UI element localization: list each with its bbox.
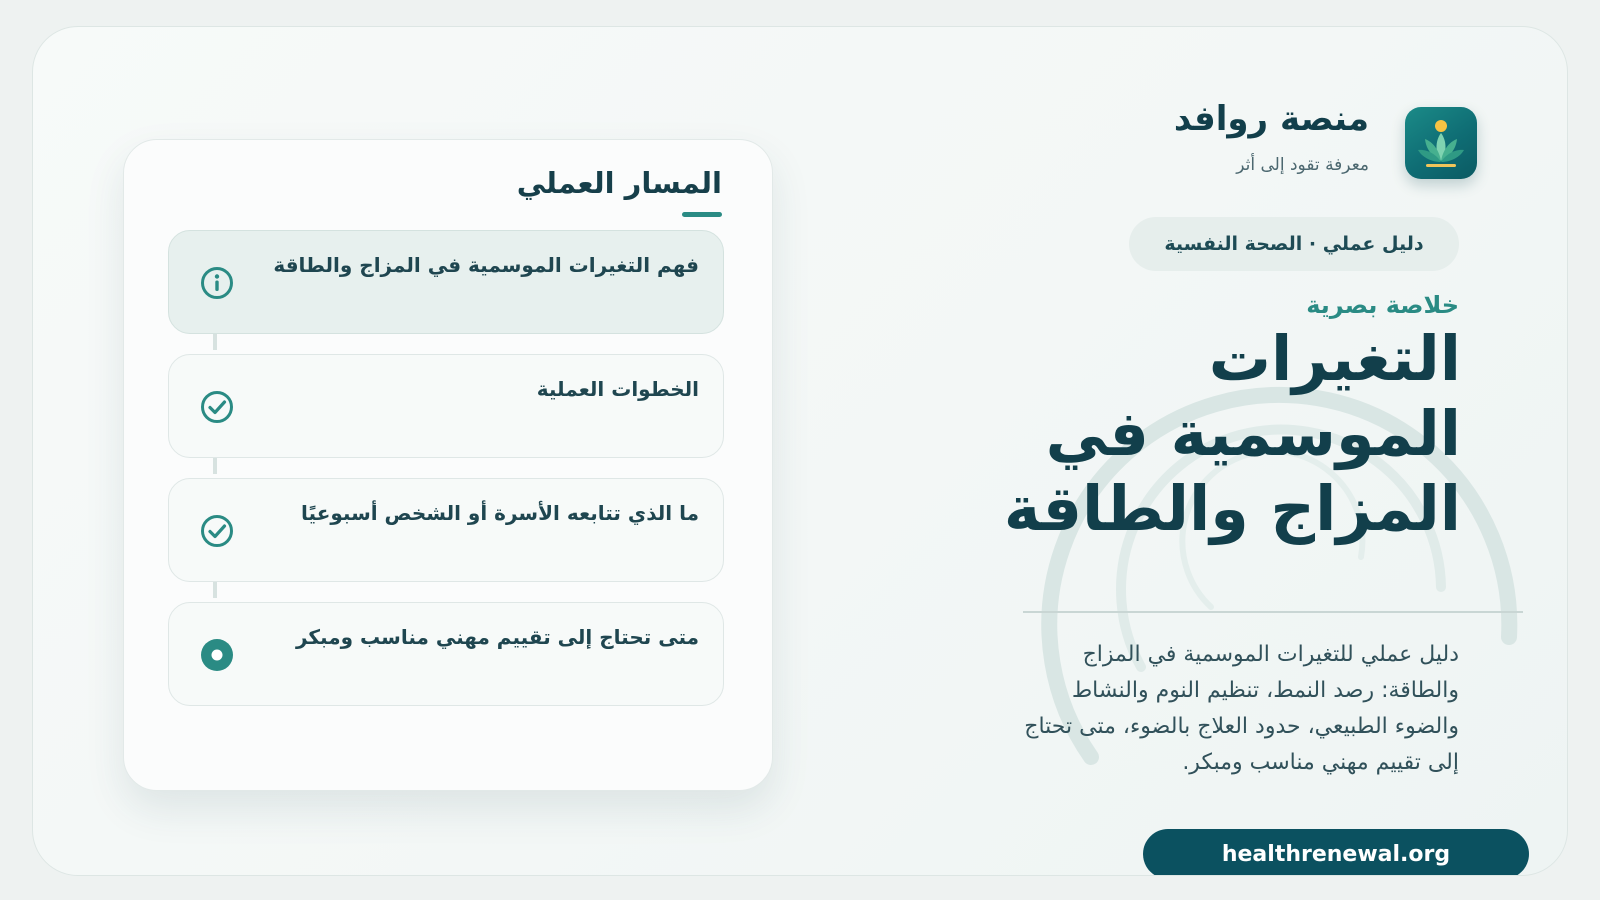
step-practical-steps[interactable] bbox=[168, 354, 724, 458]
check-circle-icon bbox=[199, 513, 235, 549]
radio-dot-icon bbox=[199, 637, 235, 673]
step-label: متى تحتاج إلى تقييم مهني مناسب ومبكر bbox=[295, 625, 699, 649]
info-circle-icon bbox=[199, 265, 235, 301]
step-weekly-tracking[interactable] bbox=[168, 478, 724, 582]
check-circle-icon bbox=[199, 389, 235, 425]
category-pill: دليل عملي · الصحة النفسية bbox=[1129, 217, 1459, 271]
divider bbox=[1023, 611, 1523, 613]
card-frame bbox=[32, 26, 1568, 876]
kicker: خلاصة بصرية bbox=[1306, 291, 1459, 319]
step-label: فهم التغيرات الموسمية في المزاج والطاقة bbox=[273, 253, 699, 277]
brand-tagline: معرفة تقود إلى أثر bbox=[1236, 155, 1369, 175]
step-understanding[interactable] bbox=[168, 230, 724, 334]
description: دليل عملي للتغيرات الموسمية في المزاج والطاقة: رصد النمط، تنظيم النوم والنشاط والضوء الطبيعي، حدود العلاج بالضوء، متى تحتاج إلى تقييم مهني مناسب ومبكر. bbox=[1024, 642, 1459, 775]
panel-title: المسار العملي bbox=[516, 166, 722, 200]
panel-title-underline bbox=[682, 212, 722, 217]
main-title: التغيرات الموسمية في المزاج والطاقة bbox=[1003, 322, 1461, 545]
lotus-sun-icon bbox=[1405, 107, 1477, 179]
practical-path-panel bbox=[123, 139, 773, 791]
step-professional-assessment[interactable] bbox=[168, 602, 724, 706]
step-label: الخطوات العملية bbox=[536, 377, 699, 401]
step-label: ما الذي تتابعه الأسرة أو الشخص أسبوعيًا bbox=[301, 501, 699, 525]
website-link-button[interactable]: healthrenewal.org bbox=[1143, 829, 1529, 876]
brand-name: منصة روافد bbox=[1173, 99, 1369, 139]
